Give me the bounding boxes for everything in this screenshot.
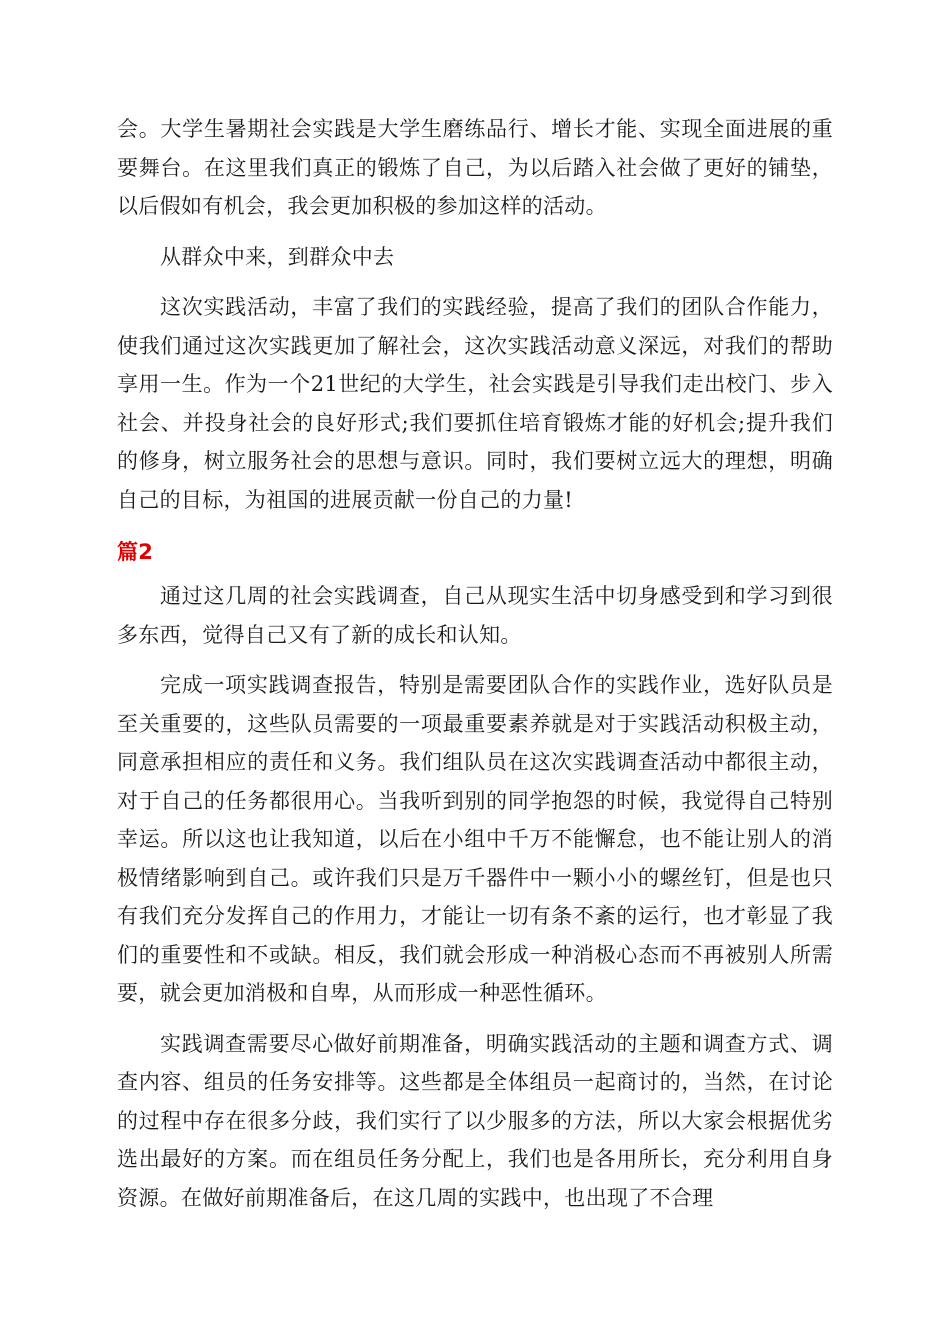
paragraph-preparation: 实践调查需要尽心做好前期准备，明确实践活动的主题和调查方式、调查内容、组员的任务安排等。这些都是全体组员一起商讨的，当然，在讨论的过程中存在很多分歧，我们实行了以少服多的方法，所以大家会根据优劣选出最好的方案。而在组员任务分配上，我们也是各用所长，充分利用自身资源。在做好前期准备后，在这几周的实践中，也出现了不合理 <box>117 1031 833 1210</box>
paragraph-continuation: 会。大学生暑期社会实践是大学生磨练品行、增长才能、实现全面进展的重要舞台。在这里我们真正的锻炼了自己，为以后踏入社会做了更好的铺垫，以后假如有机会，我会更加积极的参加这样的活动。 <box>117 117 833 218</box>
section-heading-pian2: 篇2 <box>117 540 154 564</box>
paragraph-practice-activity: 这次实践活动，丰富了我们的实践经验，提高了我们的团队合作能力，使我们通过这次实践更加了解社会，这次实践活动意义深远，对我们的帮助享用一生。作为一个21世纪的大学生，社会实践是引导我们走出校门、步入社会、并投身社会的良好形式;我们要抓住培育锻炼才能的好机会;提升我们的修身，树立服务社会的思想与意识。同时，我们要树立远大的理想，明确自己的目标，为祖国的进展贡献一份自己的力量! <box>117 295 833 512</box>
paragraph-teamwork: 完成一项实践调查报告，特别是需要团队合作的实践作业，选好队员是至关重要的，这些队员需要的一项最重要素养就是对于实践活动积极主动，同意承担相应的责任和义务。我们组队员在这次实践调查活动中都很主动，对于自己的任务都很用心。当我听到别的同学抱怨的时候，我觉得自己特别幸运。所以这也让我知道，以后在小组中千万不能懈怠，也不能让别人的消极情绪影响到自己。或许我们只是万千器件中一颗小小的螺丝钉，但是也只有我们充分发挥自己的作用力，才能让一切有条不紊的运行，也才彰显了我们的重要性和不或缺。相反，我们就会形成一种消极心态而不再被别人所需要，就会更加消极和自卑，从而形成一种恶性循环。 <box>117 673 833 1005</box>
subheading-masses: 从群众中来，到群众中去 <box>160 244 395 269</box>
paragraph-survey-intro: 通过这几周的社会实践调查，自己从现实生活中切身感受到和学习到很多东西，觉得自己又有了新的成长和认知。 <box>117 584 833 647</box>
document-body <box>117 110 833 1217</box>
